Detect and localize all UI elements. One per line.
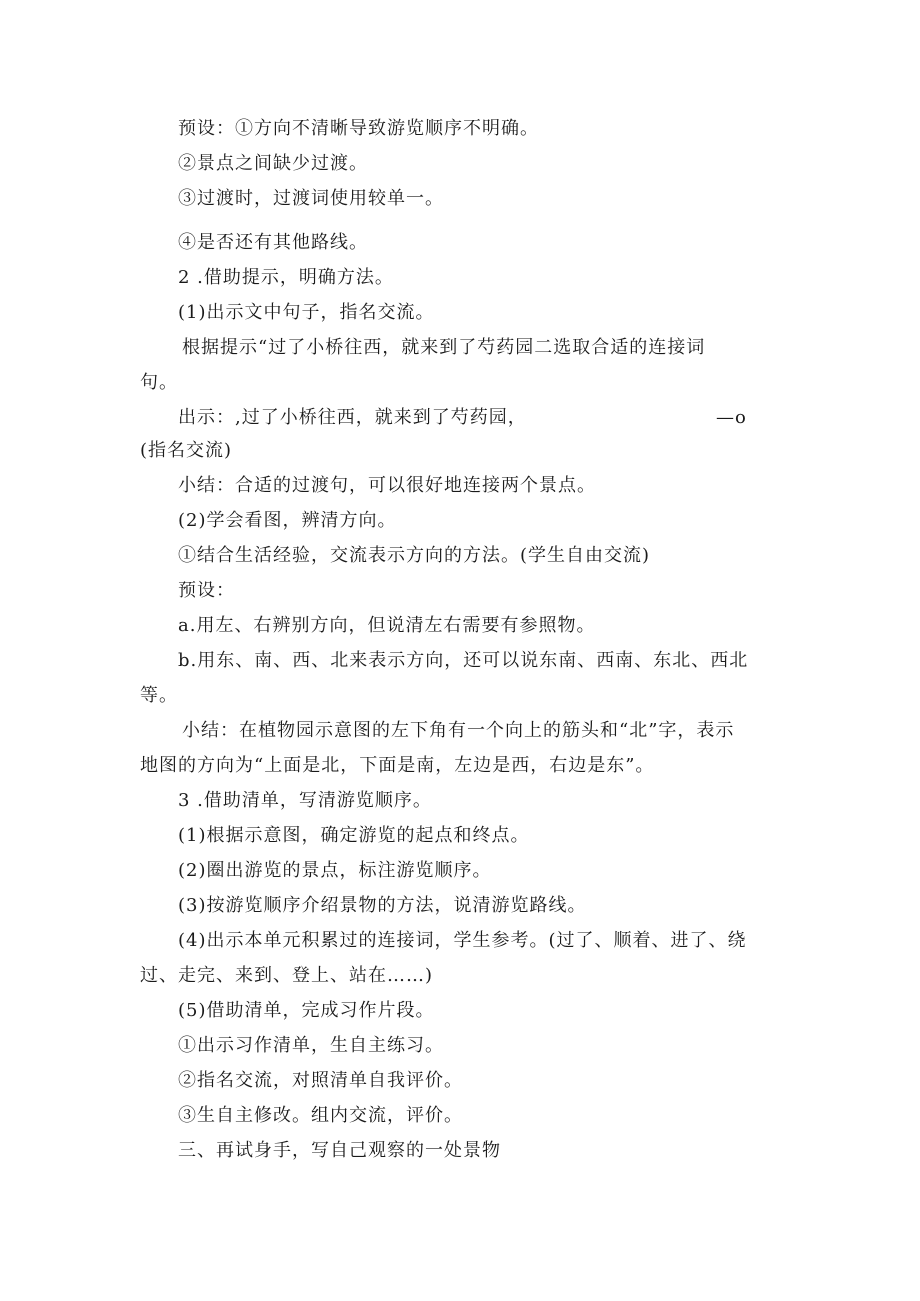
line-option-b-cont: 等。 xyxy=(140,685,178,706)
line-step-3: (3)按游览顺序介绍景物的方法，说清游览路线。 xyxy=(178,895,587,916)
line-section-3: 3 .借助清单，写清游览顺序。 xyxy=(178,790,432,811)
line-step-4-cont: 过、走完、来到、登上、站在……) xyxy=(140,965,434,986)
line-preset-1: 预设：①方向不清晰导致游览顺序不明确。 xyxy=(178,118,539,139)
line-show: 出示：,过了小桥往西，就来到了芍药园， xyxy=(178,407,527,428)
line-show-tail: —o xyxy=(716,407,747,428)
line-hint-cont: 句。 xyxy=(140,372,178,393)
line-named-exchange: (指名交流) xyxy=(140,440,233,461)
line-practice-1: ①出示习作清单，生自主练习。 xyxy=(178,1035,444,1056)
line-practice-3: ③生自主修改。组内交流，评价。 xyxy=(178,1105,463,1126)
line-step-2: (2)圈出游览的景点，标注游览顺序。 xyxy=(178,860,492,881)
line-step-5: (5)借助清单，完成习作片段。 xyxy=(178,1000,435,1021)
line-item-2: (2)学会看图，辨清方向。 xyxy=(178,510,397,531)
line-preset-4: ④是否还有其他路线。 xyxy=(178,232,368,253)
line-option-a: a.用左、右辨别方向，但说清左右需要有参照物。 xyxy=(178,615,596,636)
line-item-1: (1)出示文中句子，指名交流。 xyxy=(178,302,435,323)
line-preset-3: ③过渡时，过渡词使用较单一。 xyxy=(178,188,444,209)
line-hint: 根据提示“过了小桥往西，就来到了芍药园二选取合适的连接词 xyxy=(182,337,706,358)
line-direction-1: ①结合生活经验，交流表示方向的方法。(学生自由交流) xyxy=(178,545,651,566)
line-practice-2: ②指名交流，对照清单自我评价。 xyxy=(178,1070,463,1091)
line-summary-1: 小结：合适的过渡句，可以很好地连接两个景点。 xyxy=(178,475,596,496)
line-preset-label: 预设： xyxy=(178,580,235,601)
line-summary-2-cont: 地图的方向为“上面是北，下面是南，左边是西，右边是东”。 xyxy=(140,755,655,776)
line-step-1: (1)根据示意图，确定游览的起点和终点。 xyxy=(178,825,530,846)
line-summary-2: 小结：在植物园示意图的左下角有一个向上的筋头和“北”字，表示 xyxy=(182,720,735,741)
line-option-b: b.用东、南、西、北来表示方向，还可以说东南、西南、东北、西北 xyxy=(178,650,749,671)
line-section-2: 2 .借助提示，明确方法。 xyxy=(178,267,394,288)
line-preset-2: ②景点之间缺少过渡。 xyxy=(178,153,368,174)
line-step-4: (4)出示本单元积累过的连接词，学生参考。(过了、顺着、进了、绕 xyxy=(178,930,747,951)
line-section-heading-3: 三、再试身手，写自己观察的一处景物 xyxy=(178,1140,501,1161)
